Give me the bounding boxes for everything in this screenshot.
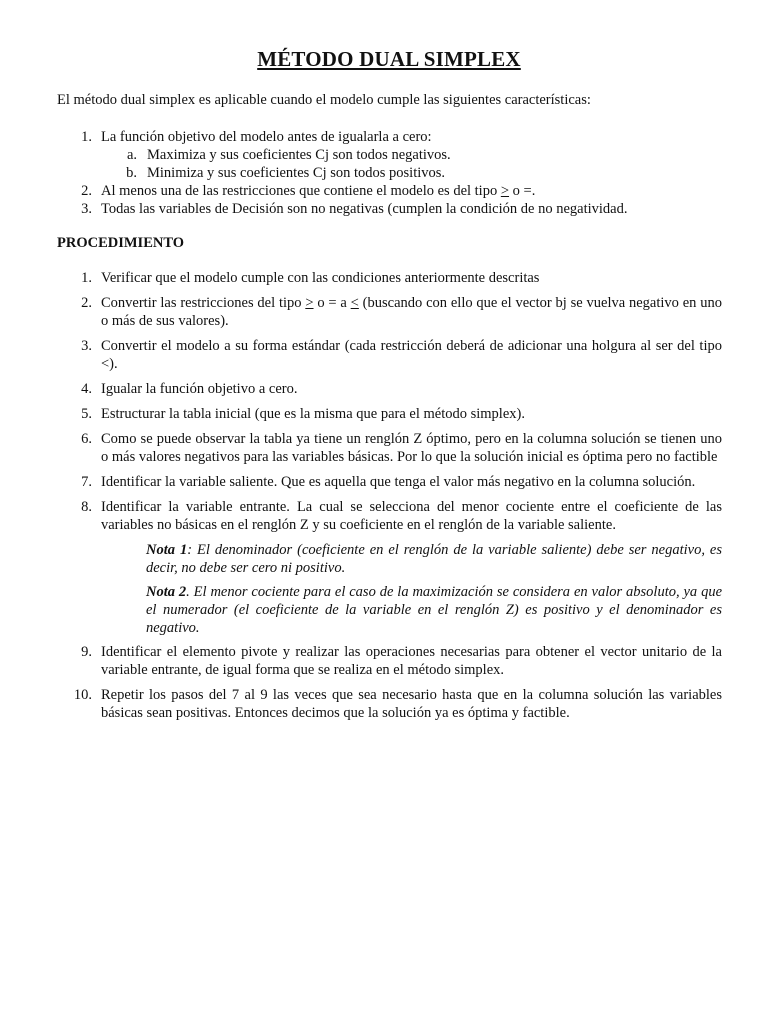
text-segment: Al menos una de las restricciones que contiene el modelo es del tipo xyxy=(101,183,501,199)
step-text: Identificar la variable entrante. La cual se selecciona del menor cociente entre el coeficiente de las variables no básicas en el renglón Z y su coeficiente en el renglón de la variable saliente. xyxy=(101,499,722,533)
sub-list-item xyxy=(57,146,727,164)
note-2 xyxy=(146,583,722,637)
conditions-list xyxy=(57,128,727,218)
step-text: Identificar la variable saliente. Que es aquella que tenga el valor más negativo en la columna solución. xyxy=(101,474,696,490)
list-item xyxy=(57,128,727,146)
list-number: 1. xyxy=(81,129,92,145)
list-item xyxy=(57,200,727,218)
step-number: 1. xyxy=(81,270,92,286)
step-text: Identificar el elemento pivote y realizar las operaciones necesarias para obtener el vector unitario de la variable entrante, de igual forma que se realiza en el método simplex. xyxy=(101,644,722,678)
step-number: 10. xyxy=(73,687,92,703)
step-number: 3. xyxy=(81,338,92,354)
step-number: 5. xyxy=(81,406,92,422)
step-item xyxy=(57,686,722,722)
step-item xyxy=(57,337,722,373)
step-item xyxy=(57,430,722,466)
greater-equal-symbol: > xyxy=(500,183,510,199)
list-letter: b. xyxy=(126,165,137,181)
text-segment: o = a xyxy=(313,295,351,311)
note-label: Nota 2 xyxy=(146,584,187,600)
note-text: . El menor cociente para el caso de la maximización se considera en valor absoluto, ya que el numerador (el coeficiente de la variable en el renglón Z) es positivo y el denominador es negativo. xyxy=(146,584,723,636)
step-text: Como se puede observar la tabla ya tiene un renglón Z óptimo, pero en la columna solución se tienen uno o más valores negativos para las variables básicas. Por lo que la solución inicial es óptima pero no factible xyxy=(101,431,722,465)
step-text: Repetir los pasos del 7 al 9 las veces que sea necesario hasta que en la columna solución las variables básicas sean positivas. Entonces decimos que la solución ya es óptima y factible. xyxy=(101,687,722,721)
step-item xyxy=(57,380,722,398)
list-item xyxy=(57,182,727,200)
list-text: Maximiza y sus coeficientes Cj son todos negativos. xyxy=(147,147,451,163)
step-item xyxy=(57,294,722,330)
step-number: 4. xyxy=(81,381,92,397)
step-number: 6. xyxy=(81,431,92,447)
step-number: 9. xyxy=(81,644,92,660)
step-text: Verificar que el modelo cumple con las condiciones anteriormente descritas xyxy=(101,270,540,286)
step-number: 2. xyxy=(81,295,92,311)
step-text: Estructurar la tabla inicial (que es la misma que para el método simplex). xyxy=(101,406,525,422)
procedure-heading: PROCEDIMIENTO xyxy=(57,235,185,251)
note-1 xyxy=(146,541,722,577)
list-text: Minimiza y sus coeficientes Cj son todos positivos. xyxy=(147,165,446,181)
intro-paragraph: El método dual simplex es aplicable cuando el modelo cumple las siguientes características: xyxy=(57,92,591,108)
list-text xyxy=(101,182,727,200)
step-item xyxy=(57,498,722,534)
step-text xyxy=(101,294,722,330)
step-item xyxy=(57,405,722,423)
sub-list-item xyxy=(57,164,727,182)
procedure-steps xyxy=(57,269,722,729)
less-equal-symbol: < xyxy=(350,295,359,311)
list-text: La función objetivo del modelo antes de igualarla a cero: xyxy=(101,129,432,145)
text-segment: (buscando con ello que el vector bj se vuelva negativo en uno o más de sus valores). xyxy=(101,295,722,329)
step-item xyxy=(57,473,722,491)
step-item xyxy=(57,269,722,287)
list-number: 2. xyxy=(81,183,92,199)
list-letter: a. xyxy=(126,147,137,163)
list-number: 3. xyxy=(81,201,92,217)
note-label: Nota 1 xyxy=(146,542,188,558)
list-text: Todas las variables de Decisión son no negativas (cumplen la condición de no negatividad. xyxy=(101,201,628,217)
document-title: MÉTODO DUAL SIMPLEX xyxy=(257,47,521,71)
step-text: Convertir el modelo a su forma estándar (cada restricción deberá de adicionar una holgura al ser del tipo <). xyxy=(101,338,722,372)
note-text: : El denominador (coeficiente en el renglón de la variable saliente) debe ser negativo, es decir, no debe ser cero ni positivo. xyxy=(146,542,723,576)
greater-equal-symbol: > xyxy=(305,295,314,311)
step-text: Igualar la función objetivo a cero. xyxy=(101,381,298,397)
step-number: 7. xyxy=(81,474,92,490)
step-number: 8. xyxy=(81,499,92,515)
step-item xyxy=(57,643,722,679)
text-segment: o =. xyxy=(509,183,536,199)
text-segment: Convertir las restricciones del tipo xyxy=(101,295,306,311)
